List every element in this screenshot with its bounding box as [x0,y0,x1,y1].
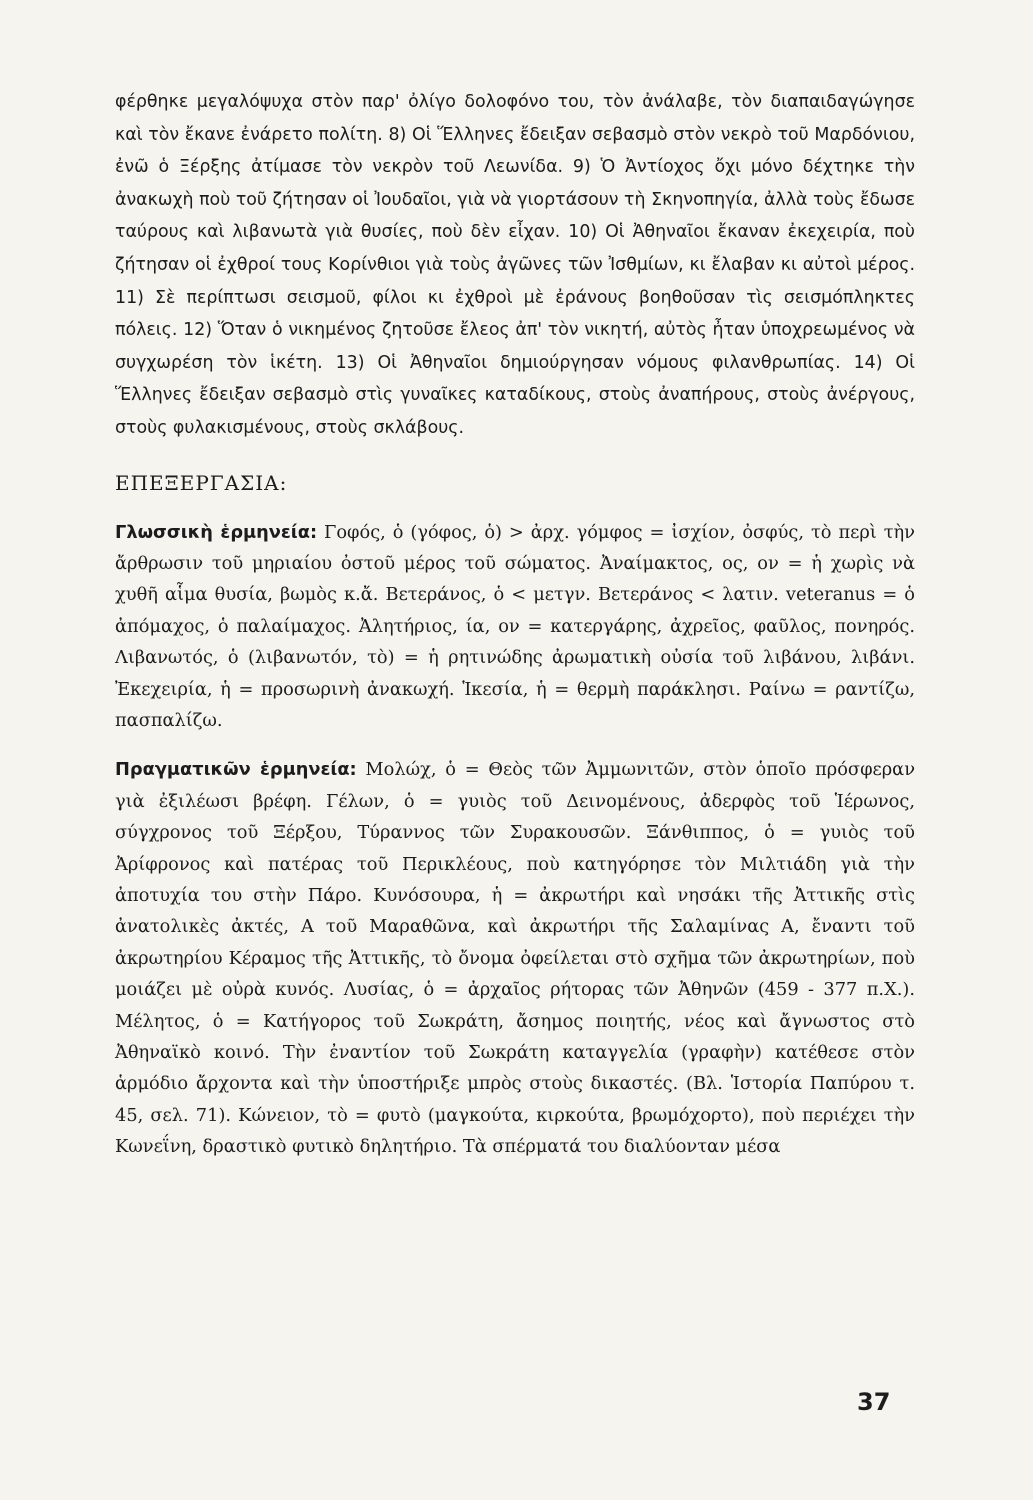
factual-interpretation [115,754,915,1162]
page-content [115,86,915,1181]
paragraph-top: φέρθηκε μεγαλόψυχα στὸν παρ' ὀλίγο δολοφόνο του, τὸν ἀνάλαβε, τὸν διαπαιδαγώγησε καὶ τὸν ἔκανε ἐνάρετο πολίτη. 8) Οἱ Ἕλληνες ἔδειξαν σεβασμὸ στὸν νεκρὸ τοῦ Μαρδόνιου, ἐνῶ ὁ Ξέρξης ἀτίμασε τὸν νεκρὸν τοῦ Λεωνίδα. 9) Ὁ Ἀντίοχος ὄχι μόνο δέχτηκε τὴν ἀνακωχὴ ποὺ τοῦ ζήτησαν οἱ Ἰουδαῖοι, γιὰ νὰ γιορτάσουν τὴ Σκηνοπηγία, ἀλλὰ τοὺς ἔδωσε ταύρους καὶ λιβανωτὰ γιὰ θυσίες, ποὺ δὲν εἶχαν. 10) Οἱ Ἀθηναῖοι ἔκαναν ἐκεχειρία, ποὺ ζήτησαν οἱ ἐχθροί τους Κορίνθιοι γιὰ τοὺς ἀγῶνες τῶν Ἰσθμίων, κι ἔλαβαν κι αὐτοὶ μέρος. 11) Σὲ περίπτωσι σεισμοῦ, φίλοι κι ἐχθροὶ μὲ ἐράνους βοηθοῦσαν τὶς σεισμόπληκτες πόλεις. 12) Ὅταν ὁ νικημένος ζητοῦσε ἔλεος ἀπ' τὸν νικητή, αὐτὸς ἦταν ὑποχρεωμένος νὰ συγχωρέση τὸν ἱκέτη. 13) Οἱ Ἀθηναῖοι δημιούργησαν νόμους φιλανθρωπίας. 14) Οἱ Ἕλληνες ἔδειξαν σεβασμὸ στὶς γυναῖκες καταδίκους, στοὺς ἀναπήρους, στοὺς ἀνέργους, στοὺς φυλακισμένους, στοὺς σκλάβους. [115,92,915,438]
factual-interpretation-lead: Πραγματικῶν ἑρμηνεία: [115,759,357,781]
factual-interpretation-text: Μολώχ, ὁ = Θεὸς τῶν Ἀμμωνιτῶν, στὸν ὁποῖο πρόσφεραν γιὰ ἐξιλέωσι βρέφη. Γέλων, ὁ = γυιὸς τοῦ Δεινομένους, ἀδερφὸς τοῦ Ἱέρωνος, σύγχρονος τοῦ Ξέρξου, Τύραννος τῶν Συρακουσῶν. Ξάνθιππος, ὁ = γυιὸς τοῦ Ἀρίφρονος καὶ πατέρας τοῦ Περικλέους, ποὺ κατηγόρησε τὸν Μιλτιάδη γιὰ τὴν ἀποτυχία του στὴν Πάρο. Κυνόσουρα, ἡ = ἀκρωτήρι καὶ νησάκι τῆς Ἀττικῆς στὶς ἀνατολικὲς ἀκτές, Α τοῦ Μαραθῶνα, καὶ ἀκρωτήρι τῆς Σαλαμίνας Α, ἔναντι τοῦ ἀκρωτηρίου Κέραμος τῆς Ἀττικῆς, τὸ ὄνομα ὀφείλεται στὸ σχῆμα τῶν ἀκρωτηρίων, ποὺ μοιάζει μὲ οὐρὰ κυνός. Λυσίας, ὁ = ἀρχαῖος ρήτορας τῶν Ἀθηνῶν (459 - 377 π.Χ.). Μέλητος, ὁ = Κατήγορος τοῦ Σωκράτη, ἄσημος ποιητής, νέος καὶ ἄγνωστος στὸ Ἀθηναϊκὸ κοινό. Τὴν ἐναντίον τοῦ Σωκράτη καταγγελία (γραφὴν) κατέθεσε στὸν ἁρμόδιο ἄρχοντα καὶ τὴν ὑποστήριξε μπρὸς στοὺς δικαστές. (Βλ. Ἱστορία Παπύρου τ. 45, σελ. 71). Κώνειον, τὸ = φυτὸ (μαγκούτα, κιρκούτα, βρωμόχορτο), ποὺ περιέχει τὴν Κωνεΐνη, δραστικὸ φυτικὸ δηλητήριο. Τὰ σπέρματά του διαλύονταν μέσα [115,759,915,1158]
page-number: 37 [857,1388,891,1416]
linguistic-interpretation [115,517,915,737]
section-heading: ΕΠΕΞΕΡΓΑΣΙΑ: [115,470,288,495]
linguistic-interpretation-lead: Γλωσσικὴ ἑρμηνεία: [115,521,318,543]
linguistic-interpretation-text: Γοφός, ὁ (γόφος, ὁ) > ἀρχ. γόμφος = ἰσχίον, ὀσφύς, τὸ περὶ τὴν ἄρθρωσιν τοῦ μηριαίου ὀστοῦ μέρος τοῦ σώματος. Ἀναίμακτος, ος, ον = ἡ χωρὶς νὰ χυθῆ αἷμα θυσία, βωμὸς κ.ἄ. Βετεράνος, ὁ < μετγν. Βετεράνος < λατιν. veteranus = ὁ ἀπόμαχος, ὁ παλαίμαχος. Ἀλητήριος, ία, ον = κατεργάρης, ἀχρεῖος, φαῦλος, πονηρός. Λιβανωτός, ὁ (λιβανωτόν, τὸ) = ἡ ρητινώδης ἀρωματικὴ οὐσία τοῦ λιβάνου, λιβάνι. Ἐκεχειρία, ἡ = προσωρινὴ ἀνακωχή. Ἱκεσία, ἡ = θερμὴ παράκλησι. Ραίνω = ραντίζω, πασπαλίζω. [115,521,915,731]
